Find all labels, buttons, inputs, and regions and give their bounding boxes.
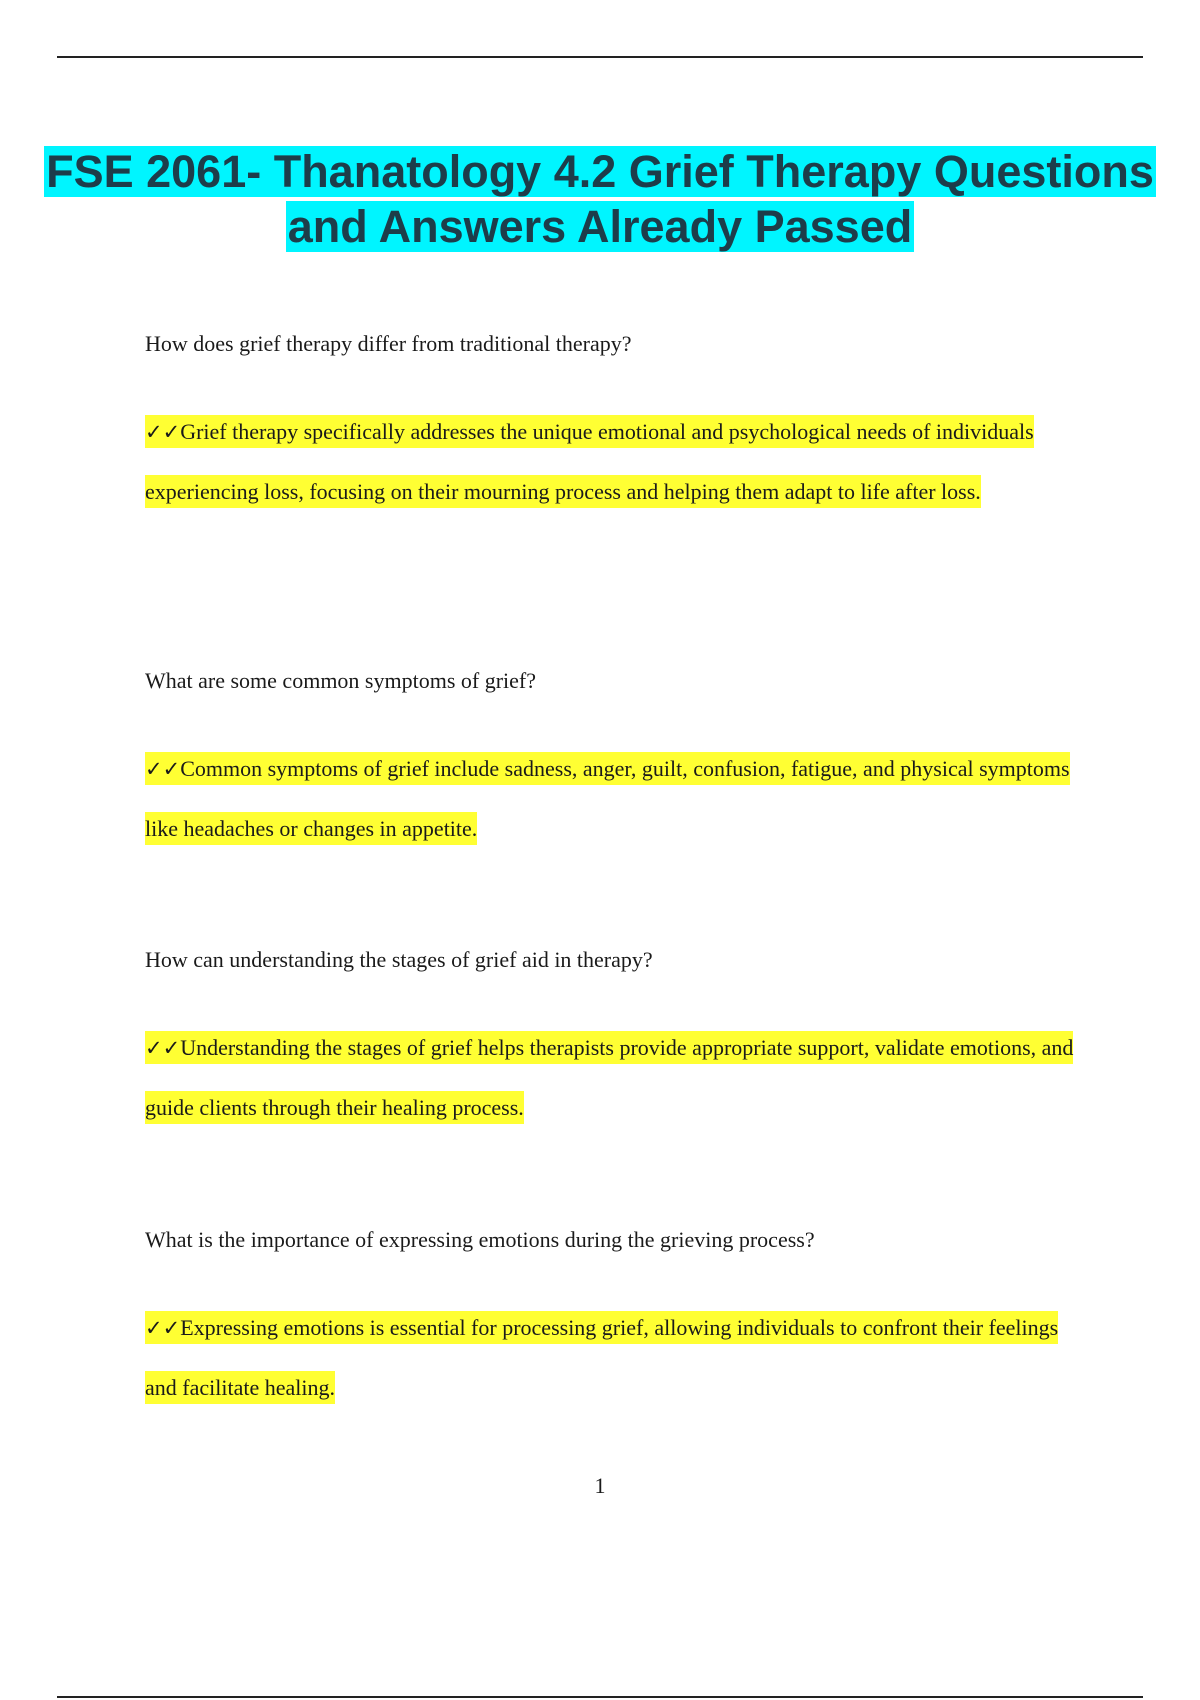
qa-item-3	[145, 946, 1085, 1137]
qa-item-2	[145, 667, 1085, 858]
question-text: How can understanding the stages of grief aid in therapy?	[145, 947, 653, 972]
question-text: What is the importance of expressing emotions during the grieving process?	[145, 1227, 815, 1252]
answer-highlight	[145, 415, 1034, 508]
qa-item-1	[145, 330, 1085, 521]
qa-item-4	[145, 1226, 1085, 1417]
double-check-mark-icon: ✓✓	[145, 420, 181, 444]
answer-body: Grief therapy specifically addresses the unique emotional and psychological needs of individuals experiencing loss, focusing on their mourning process and helping them adapt to life after loss.	[145, 419, 1034, 504]
answer-highlight	[145, 1031, 1073, 1124]
double-check-mark-icon: ✓✓	[145, 757, 181, 781]
answer-highlight	[145, 752, 1070, 845]
question-text: How does grief therapy differ from traditional therapy?	[145, 331, 632, 356]
answer-highlight	[145, 1311, 1058, 1404]
answer-text	[145, 739, 1085, 858]
document-title	[0, 144, 1200, 254]
answer-text	[145, 1018, 1085, 1137]
answer-text	[145, 1298, 1085, 1417]
top-rule	[57, 56, 1143, 58]
double-check-mark-icon: ✓✓	[145, 1036, 181, 1060]
question-text: What are some common symptoms of grief?	[145, 668, 537, 693]
answer-body: Expressing emotions is essential for processing grief, allowing individuals to confront their feelings and facilitate healing.	[145, 1315, 1059, 1400]
answer-text	[145, 402, 1085, 521]
answer-body: Understanding the stages of grief helps therapists provide appropriate support, validate emotions, and guide clients through their healing process.	[145, 1035, 1074, 1120]
bottom-rule	[57, 1696, 1143, 1698]
title-highlight: FSE 2061- Thanatology 4.2 Grief Therapy Questions and Answers Already Passed	[46, 146, 1154, 252]
answer-body: Common symptoms of grief include sadness, anger, guilt, confusion, fatigue, and physical symptoms like headaches or changes in appetite.	[145, 756, 1070, 841]
double-check-mark-icon: ✓✓	[145, 1316, 181, 1340]
page-number: 1	[594, 1473, 606, 1498]
